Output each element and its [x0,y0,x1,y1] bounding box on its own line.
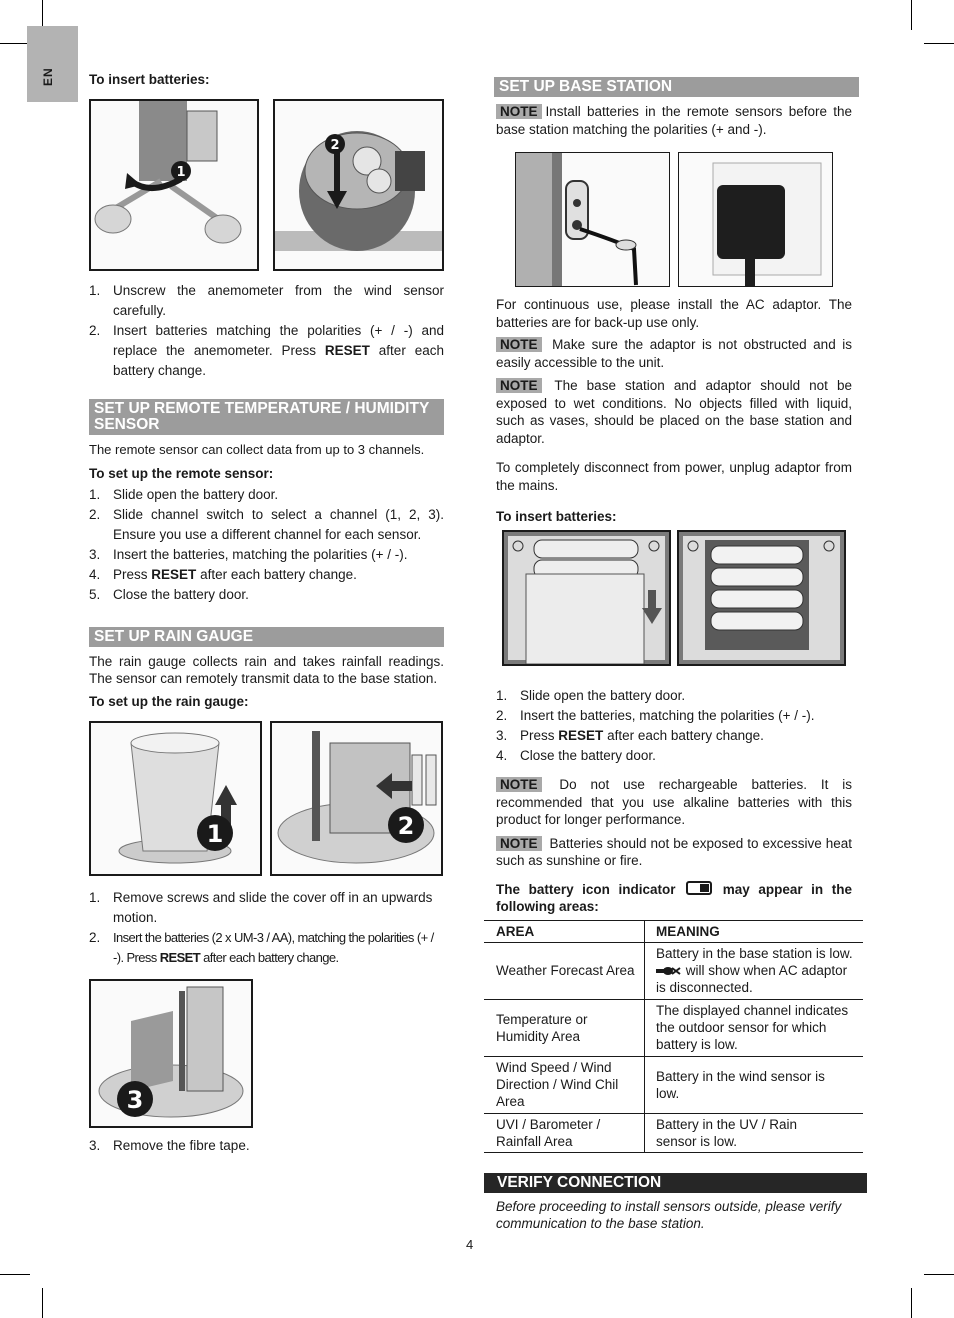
left-column [89,72,444,1156]
list-item: 2. Insert batteries matching the polarities (+ / -) and replace the anemometer. Press RESET after each battery change. [89,323,444,378]
list-item: 3. Press RESET after each battery change. [496,728,764,743]
list-item: 4. Press RESET after each battery change. [89,566,357,582]
remote-sensor-intro: The remote sensor can collect data from up to 3 channels. [89,442,425,457]
list-item: 1. Slide open the battery door. [89,486,279,502]
anemometer-figures [89,99,444,271]
crop-mark [0,43,30,44]
list-item: 2. Insert the batteries, matching the polarities (+ / -). [496,708,815,723]
rain-gauge-figures [89,721,444,876]
adaptor-figures [515,152,852,287]
rain-gauge-intro: The rain gauge collects rain and takes rainfall readings. The sensor can remotely transmit data to the base station. [89,653,444,686]
note-label: NOTE [496,836,542,851]
figure-number: 3 [126,1085,144,1114]
note-label: NOTE [496,378,542,393]
crop-mark [0,1274,30,1275]
right-column [496,77,852,1233]
figure-unscrew-anemometer [89,99,259,271]
verify-connection-heading: VERIFY CONNECTION [484,1173,867,1193]
note-label: NOTE [496,777,542,792]
language-label: EN [41,67,55,86]
note-label: NOTE [496,104,542,119]
list-item: 1. Unscrew the anemometer from the wind sensor carefully. [89,283,444,318]
figure-number: 1 [176,165,186,180]
table-row: Temperature or Humidity Area The displayed channel indicates the outdoor sensor for which battery is low. [484,999,863,1056]
figure-number: 2 [330,138,340,153]
note-adaptor-access: NOTE Make sure the adaptor is not obstructed and is easily accessible to the unit. [496,337,852,370]
table-row: Wind Speed / Wind Direction / Wind Chil Area Battery in the wind sensor is low. [484,1056,863,1113]
list-item: 5. Close the battery door. [89,586,249,602]
note-rechargeable: NOTE Do not use rechargeable batteries. It is recommended that you use alkaline batteries with this product for longer performance. [496,777,852,827]
note-label: NOTE [496,337,542,352]
list-item: 1. Slide open the battery door. [496,688,686,703]
column-header-area: AREA [484,920,645,942]
anemometer-steps [89,281,444,381]
figure-wall-adaptor [678,152,833,287]
list-item: 3. Insert the batteries, matching the polarities (+ / -). [89,546,408,562]
continuous-use-text: For continuous use, please install the AC adaptor. The batteries are for back-up use only. [496,297,852,330]
note-install-remote-first: NOTE Install batteries in the remote sensors before the base station matching the polarities (+ and -). [496,104,852,137]
figure-number: 2 [397,811,415,840]
battery-indicator-text: The battery icon indicator may appear in the following areas: [496,881,852,914]
language-tab [27,26,78,102]
note-wet-conditions: NOTE The base station and adaptor should not be exposed to wet conditions. No objects filled with liquid, such as vases, should be placed on the base station and adaptor. [496,378,852,446]
battery-icon [686,881,712,895]
figure-remove-fibre-tape [89,979,253,1128]
figure-insert-anemometer-batteries [273,99,444,271]
base-battery-steps [496,686,852,766]
disconnect-text: To completely disconnect from power, unplug adaptor from the mains. [496,460,852,493]
figure-insert-rain-batteries [270,721,443,876]
crop-mark [911,0,912,30]
list-item: 1. Remove screws and slide the cover off in an upwards motion. [89,889,433,925]
table-row: UVI / Barometer / Rainfall Area Battery in the UV / Rain sensor is low. [484,1113,863,1152]
list-item: 2. Insert the batteries (2 x UM-3 / AA), matching the polarities (+ / -). Press RESET after each battery change. [89,929,434,965]
crop-mark [42,1288,43,1318]
base-battery-figures [502,530,852,666]
verify-connection-text: Before proceeding to install sensors outside, please verify communication to the base station. [496,1198,842,1231]
figure-battery-door [502,530,671,666]
page-number: 4 [466,1237,474,1252]
rain-gauge-steps [89,888,444,968]
remote-sensor-subtitle: To set up the remote sensor: [89,465,274,481]
figure-remove-cover [89,721,262,876]
list-item: 2. Slide channel switch to select a channel (1, 2, 3). Ensure you use a different channel for each sensor. [89,506,444,542]
base-station-heading: SET UP BASE STATION [494,77,859,97]
list-item: 3. Remove the fibre tape. [89,1137,250,1153]
crop-mark [924,1274,954,1275]
rain-gauge-subtitle: To set up the rain gauge: [89,693,249,709]
rain-gauge-heading: SET UP RAIN GAUGE [89,627,444,647]
figure-batteries-installed [677,530,846,666]
base-insert-batteries-title: To insert batteries: [496,509,617,524]
insert-batteries-title: To insert batteries: [89,72,210,87]
figure-adaptor-plug [515,152,670,287]
figure-number: 1 [206,819,224,848]
list-item: 4. Close the battery door. [496,748,656,763]
fibre-tape-step [89,1136,444,1156]
plug-icon [656,963,682,973]
crop-mark [924,43,954,44]
table-header-row [484,920,863,942]
remote-sensor-heading: SET UP REMOTE TEMPERATURE / HUMIDITY SENSOR [89,399,444,435]
note-heat: NOTE Batteries should not be exposed to excessive heat such as sunshine or fire. [496,835,852,868]
remote-sensor-steps [89,485,444,605]
battery-area-table [484,920,863,1153]
column-header-meaning: MEANING [645,920,864,942]
crop-mark [911,1288,912,1318]
table-row: Weather Forecast Area Battery in the base station is low. will show when AC adaptor is disconnected. [484,942,863,999]
